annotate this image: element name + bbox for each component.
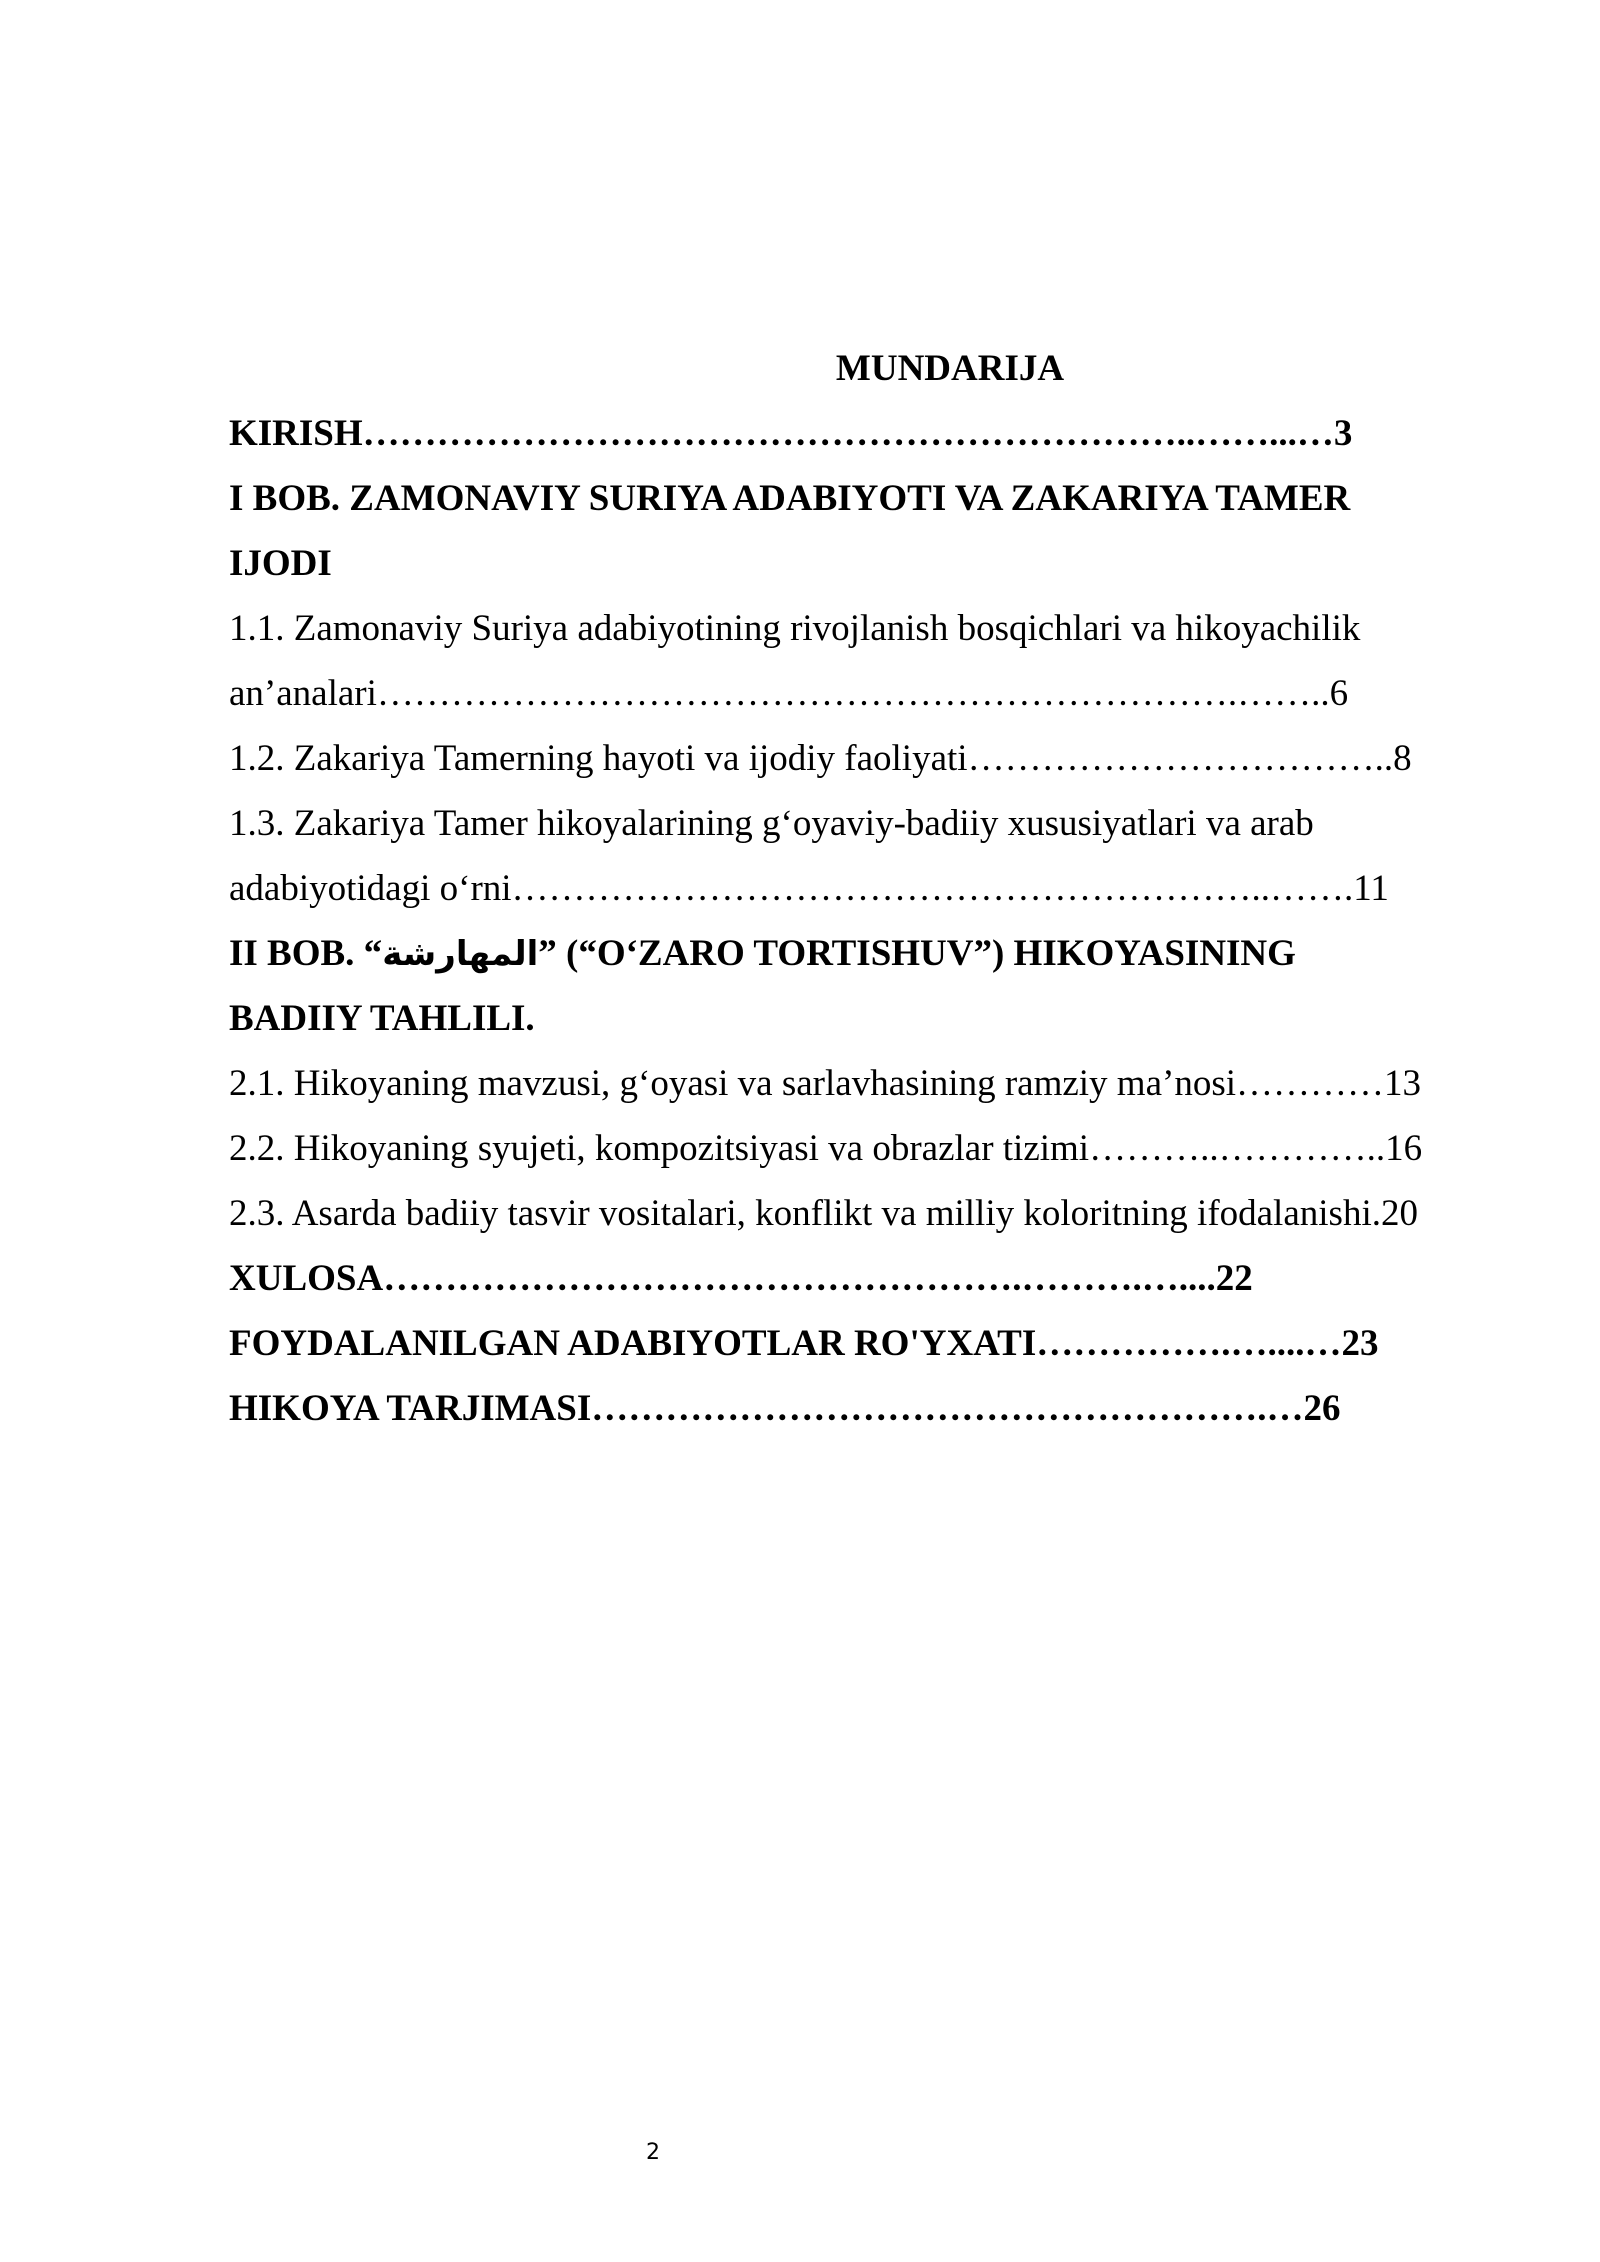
toc-entry-2-2: 2.2. Hikoyaning syujeti, kompozitsiyasi va obrazlar tizimi………..…………..16 xyxy=(229,1128,1423,1169)
toc-entry-xulosa: XULOSA…………………………………………….……….…....22 xyxy=(229,1258,1253,1299)
bob2-arabic-title: المهارشة xyxy=(382,934,539,974)
toc-entry-1-2: 1.2. Zakariya Tamerning hayoti va ijodiy faoliyati……………………………..8 xyxy=(229,738,1412,779)
toc-entry-foydalanilgan: FOYDALANILGAN ADABIYOTLAR RO'YXATI…………….…....…23 xyxy=(229,1323,1379,1364)
toc-entry-2-3: 2.3. Asarda badiiy tasvir vositalari, konflikt va milliy koloritning ifodalanishi.20 xyxy=(229,1193,1418,1234)
page-number: 2 xyxy=(646,2140,660,2165)
toc-entry-bob1-line2: IJODI xyxy=(229,543,332,584)
toc-entry-1-1-line2: an’analari…………………………………………………………….……..6 xyxy=(229,673,1349,714)
toc-entry-bob1-line1: I BOB. ZAMONAVIY SURIYA ADABIYOTI VA ZAKARIYA TAMER xyxy=(229,478,1351,519)
toc-entry-1-3-line1: 1.3. Zakariya Tamer hikoyalarining g‘oyaviy-badiiy xususiyatlari va arab xyxy=(229,803,1314,844)
toc-title: MUNDARIJA xyxy=(835,348,1065,389)
bob2-prefix: II BOB. “ xyxy=(229,933,383,974)
toc-entry-1-1-line1: 1.1. Zamonaviy Suriya adabiyotining rivojlanish bosqichlari va hikoyachilik xyxy=(229,608,1361,649)
toc-entry-bob2-line2: BADIIY TAHLILI. xyxy=(229,998,535,1039)
toc-entry-2-1: 2.1. Hikoyaning mavzusi, g‘oyasi va sarlavhasining ramziy ma’nosi…………13 xyxy=(229,1063,1422,1104)
toc-entry-tarjima: HIKOYA TARJIMASI……………………………………………….…26 xyxy=(229,1388,1341,1429)
toc-entry-bob2-line1 xyxy=(229,921,1451,986)
toc-entry-kirish: KIRISH…………………………………………………………..……...…3 xyxy=(229,413,1353,454)
table-of-contents xyxy=(229,336,1451,1441)
toc-entry-1-3-line2: adabiyotidagi o‘rni……………………………………………………..…….11 xyxy=(229,868,1389,909)
bob2-suffix: ” (“O‘ZARO TORTISHUV”) HIKOYASINING xyxy=(538,933,1296,974)
